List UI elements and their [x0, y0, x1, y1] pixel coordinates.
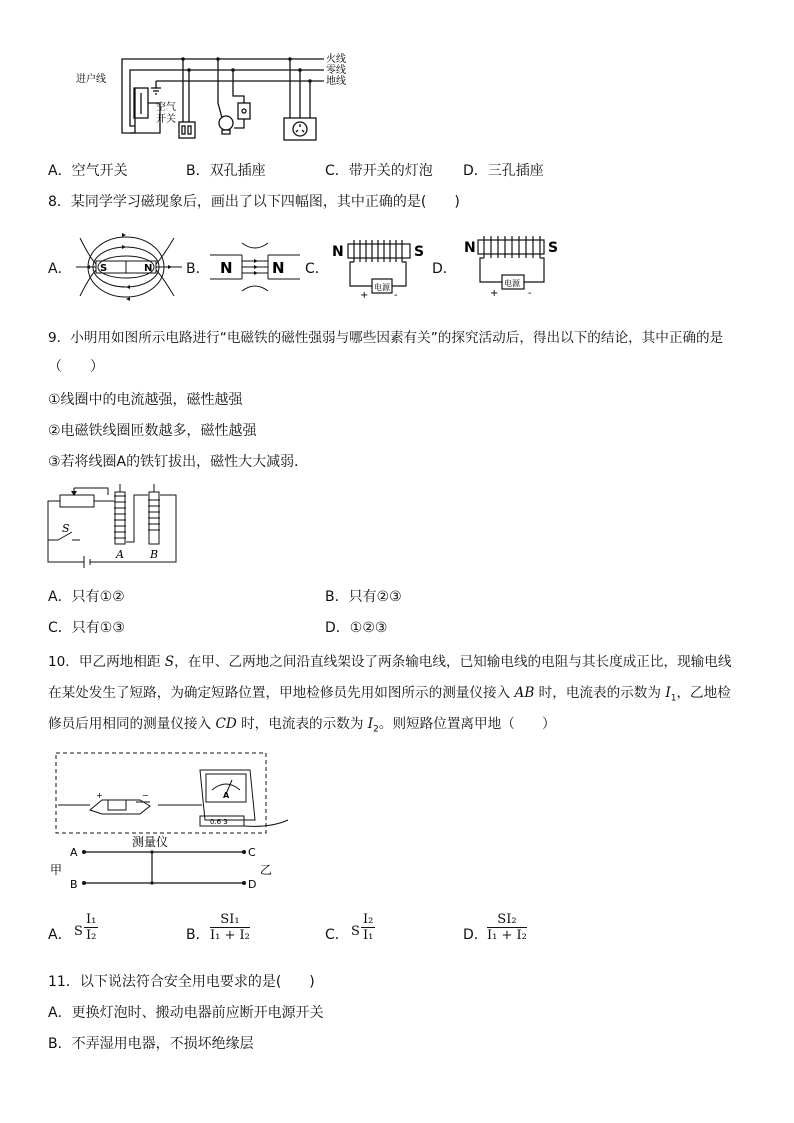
fraction-denominator: I₁ + I₂ — [210, 928, 250, 943]
q8-like-poles-figure — [210, 238, 300, 296]
q8-option-a[interactable]: A． — [48, 261, 72, 277]
power-d-minus: - — [528, 288, 532, 299]
q8-option-c[interactable]: C． — [305, 261, 329, 277]
q9-stem-line1: 9．小明用如图所示电路进行“电磁铁的磁性强弱与哪些因素有关”的探究活动后，得出以下的结论，其中正确的是 — [48, 330, 724, 346]
pole-n-right-label: N — [272, 259, 285, 277]
solenoid-d-n-label: N — [464, 240, 476, 256]
q8-solenoid-d-figure — [462, 232, 562, 302]
q10-option-c-fraction — [361, 912, 375, 943]
q10-option-a-fraction — [84, 912, 98, 943]
battery-plus: + — [96, 791, 103, 800]
terminal-a-label: A — [70, 846, 78, 859]
home-wiring-diagram — [70, 48, 370, 148]
switch-s-label: S — [62, 522, 70, 535]
q8-solenoid-c-figure — [330, 236, 428, 302]
location-yi-label: 乙 — [260, 863, 273, 877]
transmission-line-diagram — [48, 832, 278, 892]
q7-option-d[interactable]: D．三孔插座 — [463, 163, 544, 179]
q10-option-d-fraction — [487, 912, 527, 943]
q9-option-a[interactable]: A．只有①② — [48, 589, 125, 605]
live-wire-label: 火线 — [326, 54, 346, 65]
q10-option-a-letter: A． — [48, 927, 72, 943]
power-d-plus: + — [490, 288, 499, 299]
power-source-c-label: 电源 — [374, 283, 390, 292]
neutral-wire-label: 零线 — [326, 65, 346, 76]
q7-option-b[interactable]: B．双孔插座 — [186, 163, 266, 179]
q9-statement-3: ③若将线圈A的铁钉拔出，磁性大大减弱． — [48, 454, 309, 470]
q10-stem-line3: 修员后用相同的测量仪接入 CD 时，电流表的示数为 $I_2$。则短路位置离甲地（ ） — [48, 716, 556, 735]
meter-label: 测量仪 — [132, 835, 169, 849]
q10-option-d-letter: D． — [463, 927, 488, 943]
q11-option-a[interactable]: A．更换灯泡时、搬动电器前应断开电源开关 — [48, 1005, 324, 1021]
q11-option-b[interactable]: B．不弄湿用电器，不损坏绝缘层 — [48, 1036, 254, 1052]
ammeter-scale: 0.6 3 — [210, 818, 228, 826]
fraction-numerator: I₂ — [363, 912, 374, 927]
q10-stem-line2: 在某处发生了短路，为确定短路位置，甲地检修员先用如图所示的测量仪接入 AB 时，电流表的示数为 $I_1$，乙地检 — [48, 685, 731, 704]
breaker-label-2: 开关 — [156, 114, 176, 125]
terminal-b-label: B — [70, 878, 78, 891]
solenoid-c-s-label: S — [414, 244, 425, 260]
q11-stem: 11．以下说法符合安全用电要求的是( ) — [48, 974, 315, 990]
pole-n-left-label: N — [220, 259, 233, 277]
q7-option-a[interactable]: A．空气开关 — [48, 163, 128, 179]
ammeter-label: A — [223, 791, 230, 800]
pole-n-label: N — [144, 263, 153, 274]
fraction-numerator: I₁ — [86, 912, 97, 927]
coil-b-label: B — [150, 548, 159, 561]
fraction-numerator: SI₂ — [487, 912, 527, 928]
q9-statement-1: ①线圈中的电流越强，磁性越强 — [48, 392, 243, 408]
q8-bar-magnet-figure — [76, 228, 184, 306]
battery-minus: − — [142, 791, 149, 800]
coil-a-label: A — [116, 548, 124, 561]
solenoid-c-n-label: N — [332, 244, 344, 260]
q10-option-b-letter: B． — [186, 927, 210, 943]
q10-option-c-letter: C． — [325, 927, 349, 943]
pole-s-label: S — [100, 263, 108, 274]
terminal-c-label: C — [248, 846, 256, 859]
q9-option-c[interactable]: C．只有①③ — [48, 620, 125, 636]
q9-option-b[interactable]: B．只有②③ — [325, 589, 402, 605]
fraction-denominator: I₁ + I₂ — [487, 928, 527, 943]
power-c-minus: - — [394, 290, 398, 301]
q9-stem-line2: （ ） — [48, 359, 104, 375]
q8-option-b[interactable]: B． — [186, 261, 210, 277]
q10-option-a-prefix: S — [74, 924, 83, 939]
electromagnet-circuit-diagram — [44, 480, 184, 570]
power-c-plus: + — [360, 290, 369, 301]
q10-stem-line1: 10．甲乙两地相距 S，在甲、乙两地之间沿直线架设了两条输电线，已知输电线的电阻与其长度成正比，现输电线 — [48, 654, 732, 670]
fraction-denominator: I₂ — [86, 928, 97, 943]
breaker-label: 空气 — [156, 102, 176, 113]
q10-option-b-fraction — [210, 912, 250, 943]
entry-wire-label: 进户线 — [76, 74, 106, 85]
fraction-denominator: I₁ — [363, 928, 374, 943]
power-source-d-label: 电源 — [504, 279, 520, 288]
ground-wire-label: 地线 — [326, 76, 346, 87]
fraction-numerator: SI₁ — [210, 912, 250, 928]
q9-statement-2: ②电磁铁线圈匝数越多，磁性越强 — [48, 423, 257, 439]
q10-option-c-prefix: S — [351, 924, 360, 939]
q7-option-c[interactable]: C．带开关的灯泡 — [325, 163, 433, 179]
terminal-d-label: D — [248, 878, 257, 891]
q9-option-d[interactable]: D．①②③ — [325, 620, 388, 636]
q8-option-d[interactable]: D． — [432, 261, 457, 277]
q8-stem: 8．某同学学习磁现象后，画出了以下四幅图，其中正确的是( ) — [48, 194, 460, 210]
location-jia-label: 甲 — [50, 863, 63, 877]
solenoid-d-s-label: S — [548, 240, 559, 256]
